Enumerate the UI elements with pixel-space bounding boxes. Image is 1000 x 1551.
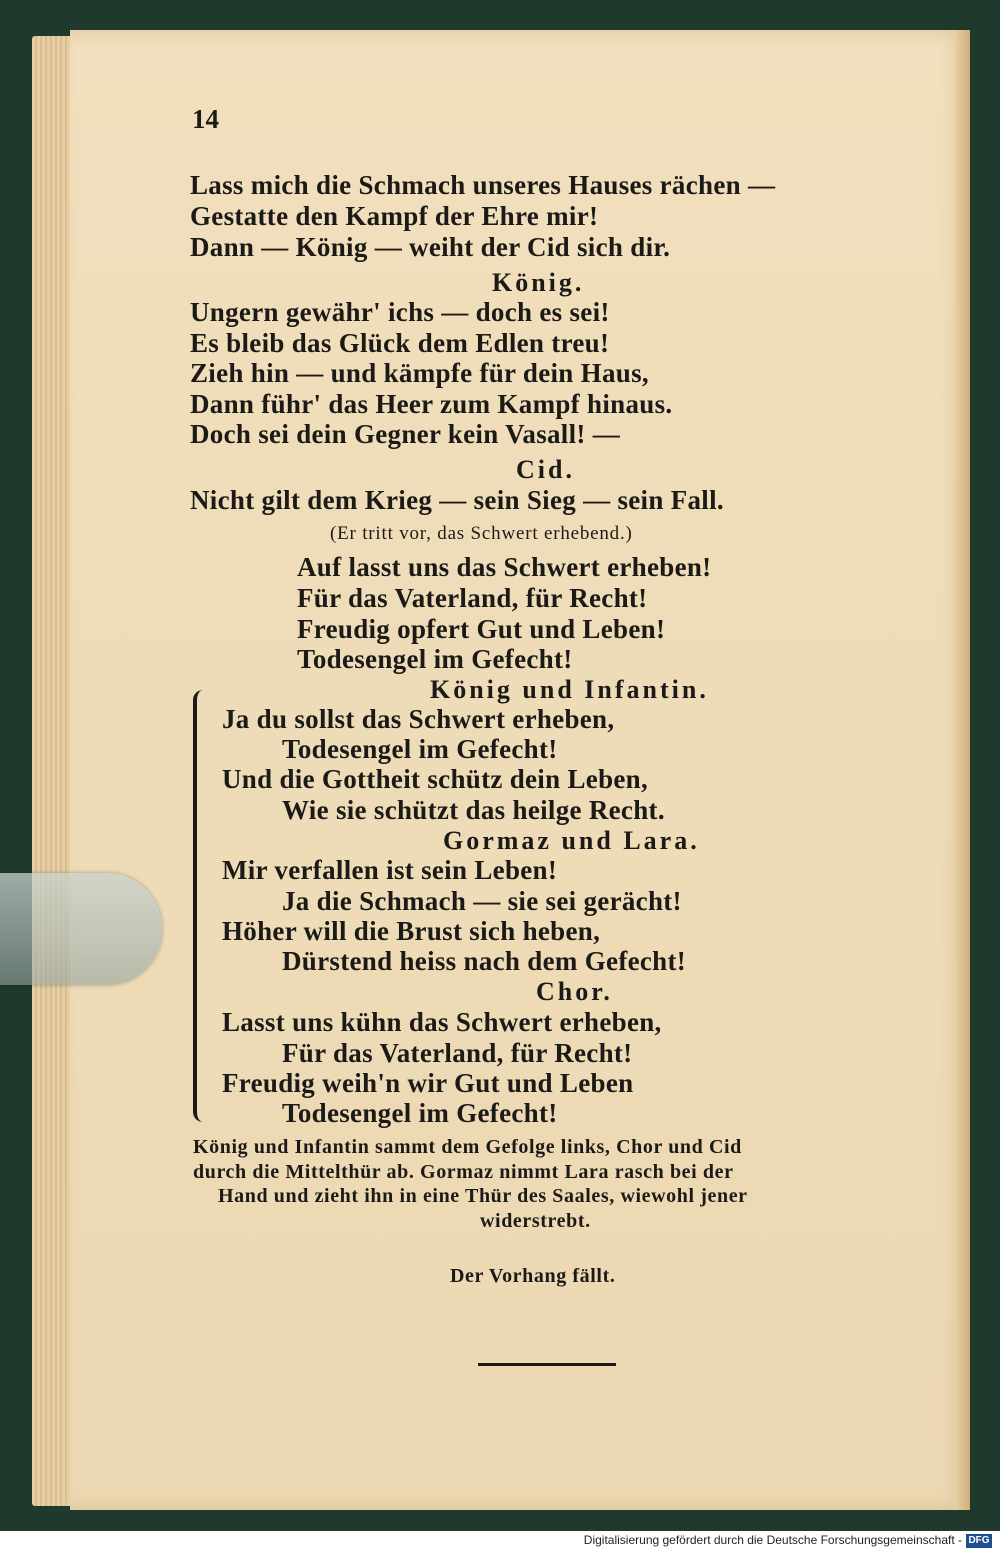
verse-line: Todesengel im Gefecht!	[297, 644, 573, 674]
footer-credit: Digitalisierung gefördert durch die Deutsche Forschungsgemeinschaft -	[583, 1533, 962, 1547]
speaker-label: Cid.	[516, 455, 575, 484]
verse-line: Doch sei dein Gegner kein Vasall! —	[190, 419, 621, 449]
stage-note-line: widerstrebt.	[480, 1210, 591, 1232]
verse-line: Dürstend heiss nach dem Gefecht!	[282, 946, 687, 976]
page-number: 14	[192, 104, 219, 134]
verse-line: Wie sie schützt das heilge Recht.	[282, 795, 665, 825]
verse-line: Und die Gottheit schütz dein Leben,	[222, 764, 649, 794]
verse-line: Auf lasst uns das Schwert erheben!	[297, 552, 712, 582]
verse-line: Für das Vaterland, für Recht!	[297, 583, 648, 613]
speaker-label: König.	[492, 268, 585, 297]
verse-line: Lasst uns kühn das Schwert erheben,	[222, 1007, 662, 1037]
verse-line: Gestatte den Kampf der Ehre mir!	[190, 201, 599, 231]
verse-line: Ja die Schmach — sie sei gerächt!	[282, 886, 682, 916]
curtain-note: Der Vorhang fällt.	[450, 1265, 616, 1287]
verse-line: Freudig opfert Gut und Leben!	[297, 614, 666, 644]
stage-note-line: Hand und zieht ihn in eine Thür des Saales, wiewohl jener	[218, 1185, 748, 1207]
ensemble-brace	[193, 690, 211, 1122]
verse-line: Höher will die Brust sich heben,	[222, 916, 601, 946]
verse-line: Es bleib das Glück dem Edlen treu!	[190, 328, 610, 358]
stage-direction: (Er tritt vor, das Schwert erhebend.)	[330, 523, 633, 544]
verse-line: Dann — König — weiht der Cid sich dir.	[190, 232, 671, 262]
stage-note-line: durch die Mittelthür ab. Gormaz nimmt Lara rasch bei der	[193, 1161, 734, 1183]
verse-line: Lass mich die Schmach unseres Hauses rächen —	[190, 170, 776, 200]
verse-line: Zieh hin — und kämpfe für dein Haus,	[190, 358, 649, 388]
page-edge-shadow	[954, 30, 970, 1510]
verse-line: Mir verfallen ist sein Leben!	[222, 855, 558, 885]
verse-line: Für das Vaterland, für Recht!	[282, 1038, 633, 1068]
verse-line: Dann führ' das Heer zum Kampf hinaus.	[190, 389, 673, 419]
verse-line: Todesengel im Gefecht!	[282, 734, 558, 764]
stage-note-line: König und Infantin sammt dem Gefolge links, Chor und Cid	[193, 1136, 742, 1158]
book-page-edges	[32, 36, 72, 1506]
verse-line: Ungern gewähr' ichs — doch es sei!	[190, 297, 610, 327]
page-clip	[0, 873, 162, 985]
speaker-label: König und Infantin.	[430, 675, 709, 704]
verse-line: Nicht gilt dem Krieg — sein Sieg — sein Fall.	[190, 485, 724, 515]
verse-line: Ja du sollst das Schwert erheben,	[222, 704, 615, 734]
verse-line: Freudig weih'n wir Gut und Leben	[222, 1068, 634, 1098]
end-rule	[478, 1363, 616, 1366]
speaker-label: Gormaz und Lara.	[443, 826, 700, 855]
footer-bar	[0, 1531, 1000, 1551]
dfg-logo: DFG	[966, 1534, 992, 1548]
verse-line: Todesengel im Gefecht!	[282, 1098, 558, 1128]
speaker-label: Chor.	[536, 977, 613, 1006]
